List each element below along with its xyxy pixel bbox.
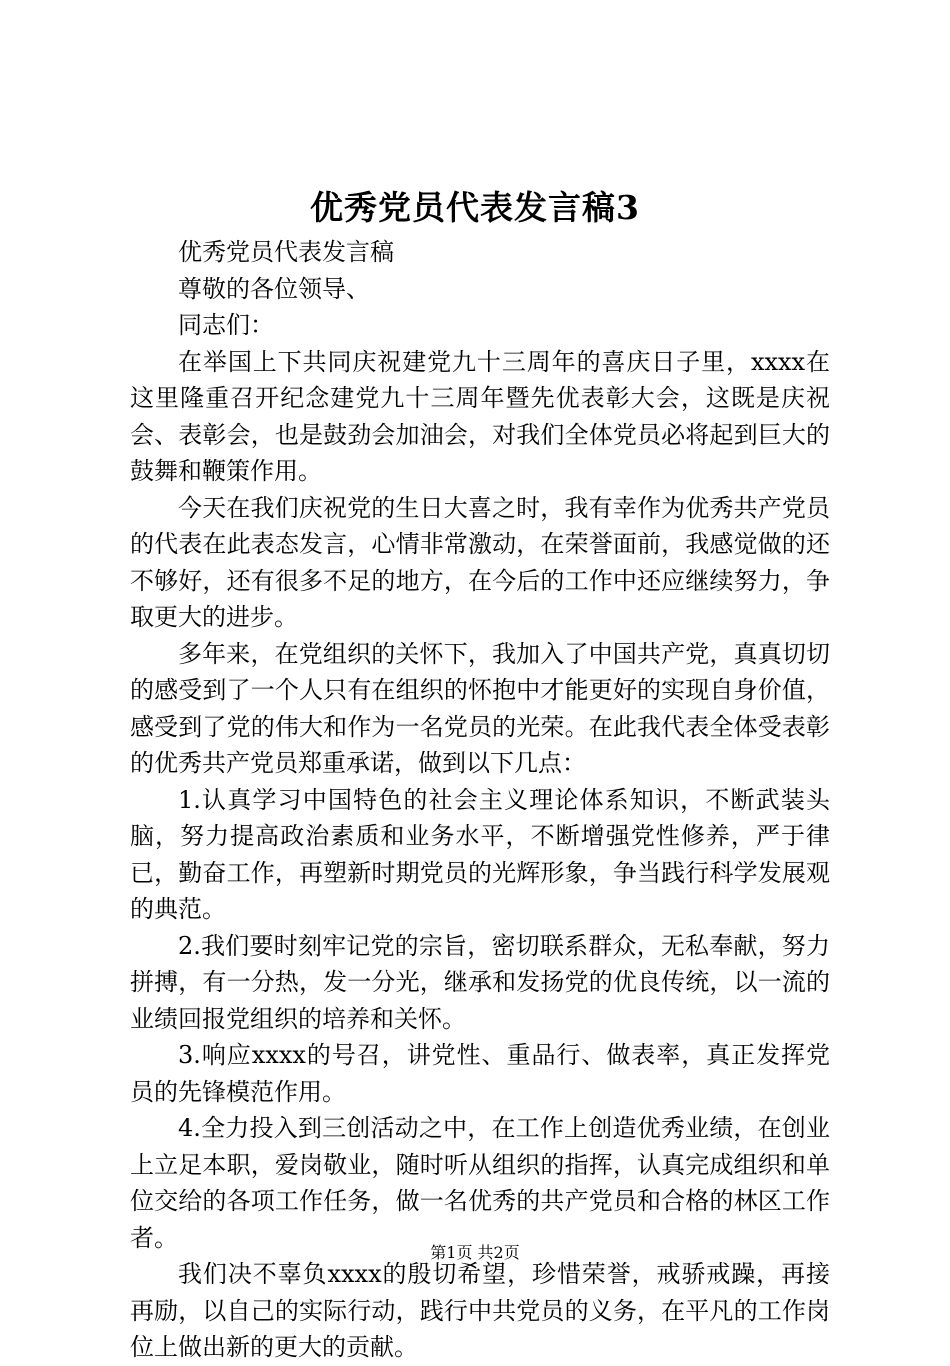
page-footer: 第1页 共2页 [430,1243,520,1262]
page-title: 优秀党员代表发言稿3 [310,188,640,227]
paragraph-salutation-2: 同志们： [178,311,274,339]
paragraph-intro: 在举国上下共同庆祝建党九十三周年的喜庆日子里，xxxx在这里隆重召开纪念建党九十三周年暨先优表彰大会，这既是庆祝会、表彰会，也是鼓劲会加油会，对我们全体党员必将起到巨大的鼓舞和鞭策作用。 [130,347,830,485]
paragraph-today: 今天在我们庆祝党的生日大喜之时，我有幸作为优秀共产党员的代表在此表态发言，心情非常激动，在荣誉面前，我感觉做的还不够好，还有很多不足的地方，在今后的工作中还应继续努力，争取更大的进步。 [130,493,830,631]
paragraph-years: 多年来，在党组织的关怀下，我加入了中国共产党，真真切切的感受到了一个人只有在组织的怀抱中才能更好的实现自身价值，感受到了党的伟大和作为一名党员的光荣。在此我代表全体受表彰的优秀共产党员郑重承诺，做到以下几点： [130,639,830,777]
document-body [130,234,830,1366]
paragraph-salutation-1: 尊敬的各位领导、 [178,274,370,303]
paragraph-point-3: 3.响应xxxx的号召，讲党性、重品行、做表率，真正发挥党员的先锋模范作用。 [130,1041,830,1106]
paragraph-closing: 我们决不辜负xxxx的殷切希望，珍惜荣誉，戒骄戒躁，再接再励，以自己的实际行动，践行中共党员的义务，在平凡的工作岗位上做出新的更大的贡献。 [130,1260,830,1361]
paragraph-point-2: 2.我们要时刻牢记党的宗旨，密切联系群众，无私奉献，努力拼搏，有一分热，发一分光，继承和发扬党的优良传统，以一流的业绩回报党组织的培养和关怀。 [130,931,830,1033]
paragraph-subtitle: 优秀党员代表发言稿 [178,238,394,266]
paragraph-point-1: 1.认真学习中国特色的社会主义理论体系知识，不断武装头脑，努力提高政治素质和业务水平，不断增强党性修养，严于律已，勤奋工作，再塑新时期党员的光辉形象，争当践行科学发展观的典范。 [130,785,830,923]
paragraph-point-4: 4.全力投入到三创活动之中，在工作上创造优秀业绩，在创业上立足本职，爱岗敬业，随时听从组织的指挥，认真完成组织和单位交给的各项工作任务，做一名优秀的共产党员和合格的林区工作者。 [130,1114,830,1252]
